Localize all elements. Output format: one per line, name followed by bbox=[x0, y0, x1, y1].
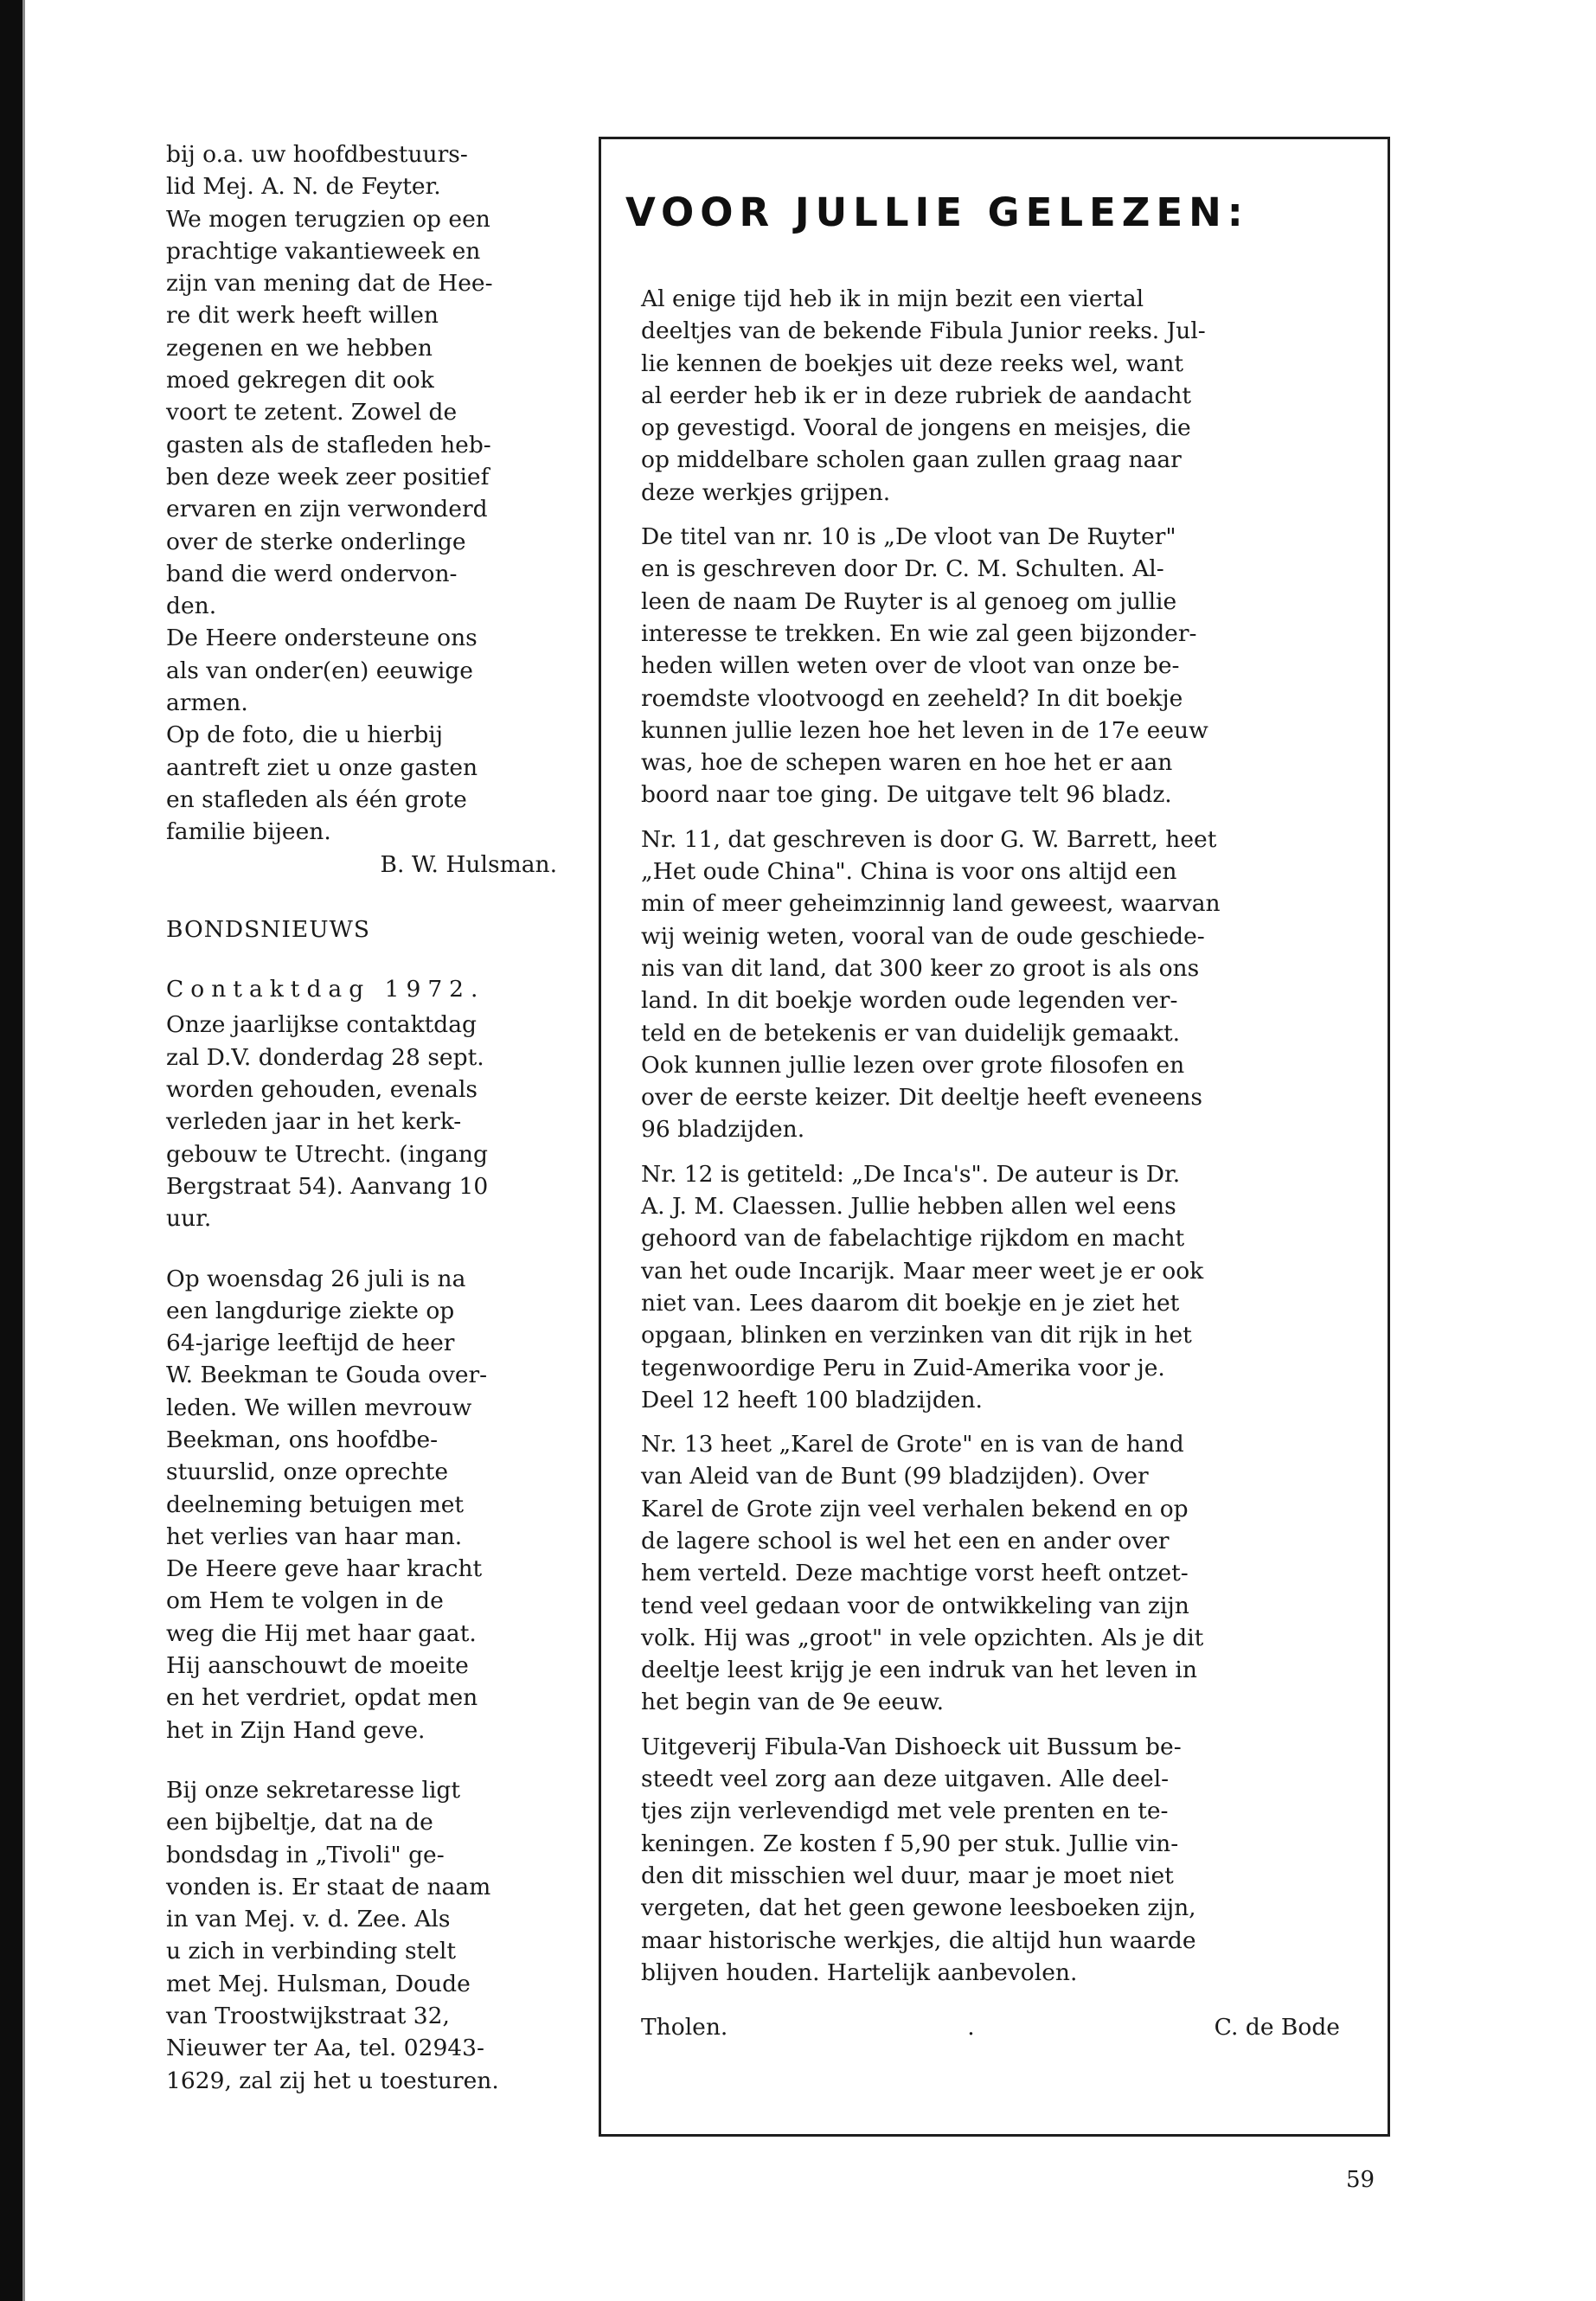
photo-paragraph: Op de foto, die u hierbij aantreft ziet u onze gasten en stafleden als één grote familie bijeen. bbox=[166, 721, 478, 846]
article-box bbox=[599, 137, 1390, 2137]
article-body bbox=[641, 283, 1340, 2043]
signature-author: C. de Bode bbox=[1214, 2014, 1340, 2041]
left-column bbox=[166, 138, 557, 2097]
article-paragraph: Nr. 11, dat geschreven is door G. W. Barrett, heet „Het oude China". China is voor ons altijd een min of meer geheimzinnig land geweest, waarvan wij weinig weten, vooral van de oude geschiede- nis van dit land, dat 300 keer zo groot is als ons land. In dit boekje worden oude legenden ver- teld en de betekenis er van duidelijk gemaakt. Ook kunnen jullie lezen over grote filosofen en over de eerste keizer. Dit deeltje heeft eveneens 96 bladzijden. bbox=[641, 825, 1221, 1144]
signature-separator: . bbox=[967, 2014, 975, 2041]
bible-paragraph: Bij onze sekretaresse ligt een bijbeltje, dat na de bondsdag in „Tivoli" ge- vonden is. Er staat de naam in van Mej. v. d. Zee. Als u zich in verbinding stelt met Mej. Hulsman, Doude van Troostwijkstraat 32, Nieuwer ter Aa, tel. 02943- 1629, zal zij het u toesturen. bbox=[166, 1776, 499, 2094]
article-paragraph: Al enige tijd heb ik in mijn bezit een viertal deeltjes van de bekende Fibula Junior reeks. Jul- lie kennen de boekjes uit deze reeks wel, want al eerder heb ik er in deze rubriek de aandacht op gevestigd. Vooral de jongens en meisjes, die op middelbare scholen gaan zullen graag naar deze werkjes grijpen. bbox=[641, 285, 1206, 506]
signature-place: Tholen. bbox=[641, 2014, 728, 2041]
article-paragraph: Nr. 12 is getiteld: „De Inca's". De auteur is Dr. A. J. M. Claessen. Jullie hebben allen wel eens gehoord van de fabelachtige rijkdom en macht van het oude Incarijk. Maar meer weet je er ook niet van. Lees daarom dit boekje en je ziet het opgaan, blinken en verzinken van dit rijk in het tegenwoordige Peru in Zuid-Amerika voor je. Deel 12 heeft 100 bladzijden. bbox=[641, 1160, 1204, 1413]
scan-edge-shadow bbox=[22, 0, 25, 2301]
section-heading: BONDSNIEUWS bbox=[166, 915, 371, 943]
page-number: 59 bbox=[1346, 2167, 1375, 2193]
article-paragraph: Uitgeverij Fibula-Van Dishoeck uit Bussum be- steedt veel zorg aan deze uitgaven. Alle deel- tjes zijn verlevendigd met vele prenten en te- keningen. Ze kosten f 5,90 per stuk. Jullie vin- den dit misschien wel duur, maar je moet niet vergeten, dat het geen gewone leesboeken zijn, maar historische werkjes, die altijd hun waarde blijven houden. Hartelijk aanbevolen. bbox=[641, 1733, 1196, 1986]
intro-paragraph: bij o.a. uw hoofdbestuurs- lid Mej. A. N. de Feyter. We mogen terugzien op een prachtige vakantieweek en zijn van mening dat de Hee- re dit werk heeft willen zegenen en we hebben moed gekregen dit ook voort te zetent. Zowel de gasten als de stafleden heb- ben deze week zeer positief ervaren en zijn verwonderd over de sterke onderlinge band die werd ondervon- den. bbox=[166, 141, 493, 620]
signature: B. W. Hulsman. bbox=[380, 850, 557, 878]
blessing-paragraph: De Heere ondersteune ons als van onder(en) eeuwige armen. bbox=[166, 625, 478, 717]
contact-heading: Contaktdag 1972. bbox=[166, 976, 485, 1003]
article-signature bbox=[641, 2011, 1340, 2043]
scan-edge-bar bbox=[0, 0, 22, 2301]
article-title: VOOR JULLIE GELEZEN: bbox=[625, 189, 1249, 235]
article-paragraph: Nr. 13 heet „Karel de Grote" en is van de hand van Aleid van de Bunt (99 bladzijden). Over Karel de Grote zijn veel verhalen bekend en op de lagere school is wel het een en ander over hem verteld. Deze machtige vorst heeft ontzet- tend veel gedaan voor de ontwikkeling van zijn volk. Hij was „groot" in vele opzichten. Als je dit deeltje leest krijg je een indruk van het leven in het begin van de 9e eeuw. bbox=[641, 1431, 1204, 1716]
contact-paragraph: Onze jaarlijkse contaktdag zal D.V. donderdag 28 sept. worden gehouden, evenals verleden jaar in het kerk- gebouw te Utrecht. (ingang Bergstraat 54). Aanvang 10 uur. bbox=[166, 1011, 489, 1233]
obituary-paragraph: Op woensdag 26 juli is na een langdurige ziekte op 64-jarige leeftijd de heer W. Beekman te Gouda over- leden. We willen mevrouw Beekman, ons hoofdbe- stuurslid, onze oprechte deelneming betuigen met het verlies van haar man. De Heere geve haar kracht om Hem te volgen in de weg die Hij met haar gaat. Hij aanschouwt de moeite en het verdriet, opdat men het in Zijn Hand geve. bbox=[166, 1265, 488, 1744]
article-paragraph: De titel van nr. 10 is „De vloot van De Ruyter" en is geschreven door Dr. C. M. Schulten. Al- leen de naam De Ruyter is al genoeg om jullie interesse te trekken. En wie zal geen bijzonder- heden willen weten over de vloot van onze be- roemdste vlootvoogd en zeeheld? In dit boekje kunnen jullie lezen hoe het leven in de 17e eeuw was, hoe de schepen waren en hoe het er aan boord naar toe ging. De uitgave telt 96 bladz. bbox=[641, 523, 1208, 809]
